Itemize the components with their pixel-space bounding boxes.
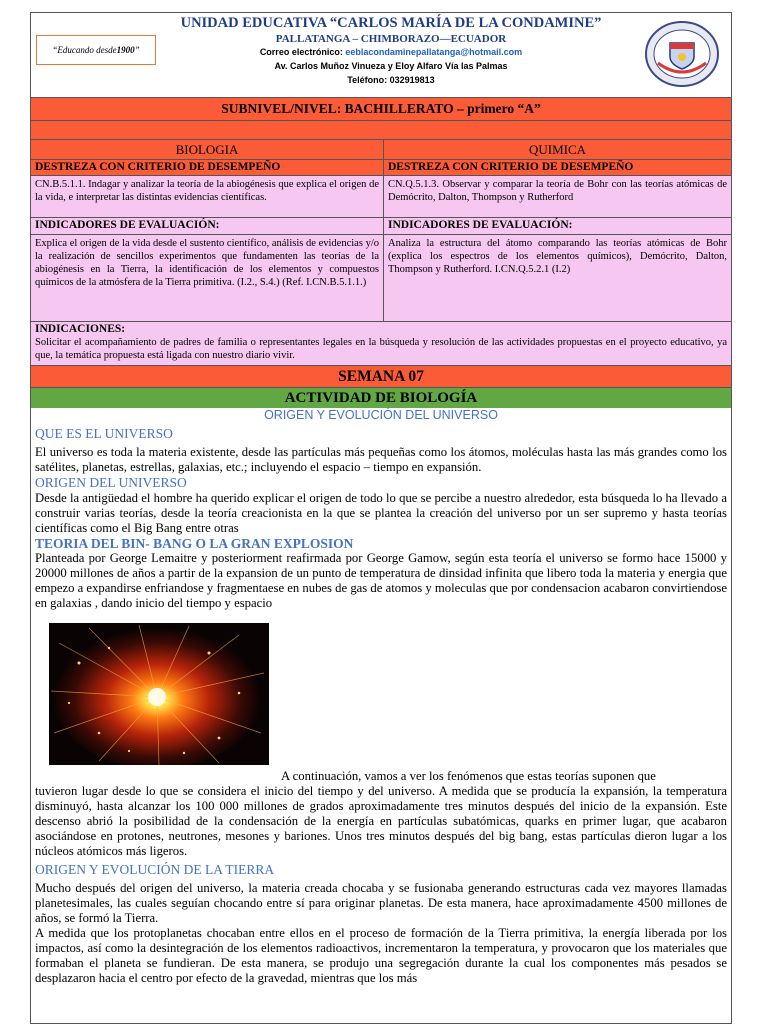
heading-big-bang: TEORIA DEL BIN- BANG O LA GRAN EXPLOSION bbox=[35, 536, 354, 551]
heading-origen-universo: ORIGEN DEL UNIVERSO bbox=[35, 475, 187, 490]
paragraph-tierra-2: A medida que los protoplanetas chocaban entre ellos en el proceso de formación de la Tierra primitiva, la energía liberada por los impactos, así como la desintegración de los elementos radioactivos, incrementaron la temperatura, y provocaron que los materiales que formaban el planeta se fundieran. De esta manera, se produjo una segregación durante la cual los componentes más pesados se desplazaron hacia el centro por efecto de la gravedad, mientras que los más bbox=[35, 926, 727, 985]
motto-prefix: “Educando desde bbox=[52, 45, 117, 55]
big-bang-explosion-image bbox=[49, 623, 269, 765]
subject-header-row bbox=[31, 140, 731, 160]
email-link[interactable]: eeblacondaminepallatanga@hotmail.com bbox=[345, 47, 523, 57]
heading-origen-tierra: ORIGEN Y EVOLUCIÓN DE LA TIERRA bbox=[35, 862, 275, 877]
school-location: PALLATANGA – CHIMBORAZO—ECUADOR bbox=[275, 33, 507, 45]
school-address: Av. Carlos Muñoz Vinueza y Eloy Alfaro Vía las Palmas bbox=[274, 61, 508, 71]
destreza-biologia: CN.B.5.1.1. Indagar y analizar la teoría de la abiogénesis que explica el origen de la vida, e interpretar las distintas evidencias científicas. bbox=[35, 179, 379, 203]
school-emblem-icon bbox=[643, 19, 721, 89]
motto-year: 1900 bbox=[116, 45, 135, 55]
paragraph-origen: Desde la antigüedad el hombre ha querido explicar el origen de todo lo que se percibe a nuestro alrededor, esta búsqueda lo ha llevado a construir varias teorías, desde la teoría creacionista en la que se plantea la creación del universo por un ser supremo y hasta teorías científicas como el Big Bang entre otras bbox=[35, 491, 727, 535]
letterhead bbox=[31, 13, 731, 98]
semana-banner: SEMANA 07 bbox=[31, 366, 731, 388]
section-title: ORIGEN Y EVOLUCIÓN DEL UNIVERSO bbox=[264, 408, 498, 422]
empty-band bbox=[31, 121, 731, 140]
indicadores-biologia: Explica el origen de la vida desde el sustento científico, análisis de evidencias y/o la realización de sencillos experimentos que fundamenten las teorías de la abiogénesis en la Tierra, la identificación de los elementos y compuestos químicos de la atmósfera de la Tierra primitiva. (I.2., S.4.) (Ref. I.CN.B.5.1.1.) bbox=[35, 238, 379, 288]
indicaciones-text: Solicitar el acompañamiento de padres de familia o representantes legales en la búsqueda y resolución de las actividades propuestas en el proyecto educativo, ya que, la temática propuesta está ligada con nuestro diario vivir. bbox=[35, 337, 727, 361]
motto-suffix: ” bbox=[134, 45, 140, 55]
indicadores-label-row bbox=[31, 218, 731, 235]
document-page bbox=[30, 12, 732, 1024]
paragraph-universo: El universo es toda la materia existente, desde las partículas más pequeñas como los átomos, moléculas hasta las más grandes como los satélites, planetas, estrellas, galaxias, etc.; incluyendo el espacio – tiempo en expansión. bbox=[35, 445, 727, 474]
subject-quimica: QUIMICA bbox=[384, 140, 731, 159]
indicadores-label-left: INDICADORES DE EVALUACIÓN: bbox=[35, 219, 220, 231]
actividad-banner: ACTIVIDAD DE BIOLOGÍA bbox=[31, 388, 731, 408]
subject-biologia: BIOLOGIA bbox=[31, 140, 383, 159]
destreza-quimica: CN.Q.5.1.3. Observar y comparar la teoría de Bohr con las teorías atómicas de Demócrito, Dalton, Thompson y Rutherford bbox=[388, 179, 727, 203]
school-phone: Teléfono: 032919813 bbox=[347, 75, 435, 85]
destreza-row bbox=[31, 176, 731, 218]
indicaciones-label: INDICACIONES: bbox=[35, 323, 126, 335]
subnivel-row: SUBNIVEL/NIVEL: BACHILLERATO – primero “A” bbox=[31, 98, 731, 121]
paragraph-continuacion: tuvieron lugar desde lo que se considera el inicio del tiempo y del universo. A medida que se producía la expansión, la temperatura disminuyó, hasta alcanzar los 100 000 millones de grados aproximadamente tres minutos después del inicio de la expansión. Este descenso abrió la posibilidad de la condensación de la energía en partículas subatómicas, quarks en primer lugar, que acabaron asociándose en protones, neutrones, mesones y bariones. Unos tres minutos después del big bang, estas partículas dieron lugar a los núcleos atómicos más ligeros. bbox=[35, 784, 727, 858]
paragraph-continuacion-lead: A continuación, vamos a ver los fenómenos que estas teorías suponen que bbox=[281, 769, 656, 783]
destreza-label-left: DESTREZA CON CRITERIO DE DESEMPEÑO bbox=[31, 160, 383, 175]
paragraph-tierra-1: Mucho después del origen del universo, la materia creada chocaba y se fusionaba generando estructuras cada vez mayores llamadas planetesimales, las cuales seguían chocando entre sí para originar planetas. De esta manera, hace aproximadamente 4500 millones de años, se formó la Tierra. bbox=[35, 881, 727, 925]
heading-que-es-universo: QUE ES EL UNIVERSO bbox=[35, 426, 173, 441]
school-name: UNIDAD EDUCATIVA “CARLOS MARÍA DE LA CONDAMINE” bbox=[180, 15, 602, 31]
activity-content bbox=[31, 408, 731, 986]
indicadores-quimica: Analiza la estructura del átomo comparando las teorías atómicas de Bohr (explica los espectros de los elementos químicos), Demócrito, Dalton, Thompson y Rutherford. I.CN.Q.5.2.1 (I.2) bbox=[388, 238, 727, 275]
school-email-line bbox=[171, 47, 611, 57]
email-label: Correo electrónico: bbox=[259, 47, 346, 57]
indicadores-row bbox=[31, 235, 731, 322]
destreza-label-row bbox=[31, 160, 731, 176]
indicadores-label-right: INDICADORES DE EVALUACIÓN: bbox=[388, 219, 573, 231]
paragraph-big-bang: Planteada por George Lemaitre y posteriorment reafirmada por George Gamow, según esta teoría el universo se formo hace 15000 y 20000 millones de años a partir de la expansion de un punto de temperatura de dinsidad infinita que libero toda la materia y energia que empezo a expandirse enfriandose y fragmentaese en nubes de gas de atomos y moleculas que por condensacion acabaron convirtiendose en galaxias , dando inicio del tiempo y espacio bbox=[35, 551, 727, 610]
motto-box bbox=[36, 35, 156, 65]
indicaciones-section bbox=[31, 322, 731, 366]
destreza-label-right: DESTREZA CON CRITERIO DE DESEMPEÑO bbox=[384, 160, 731, 175]
